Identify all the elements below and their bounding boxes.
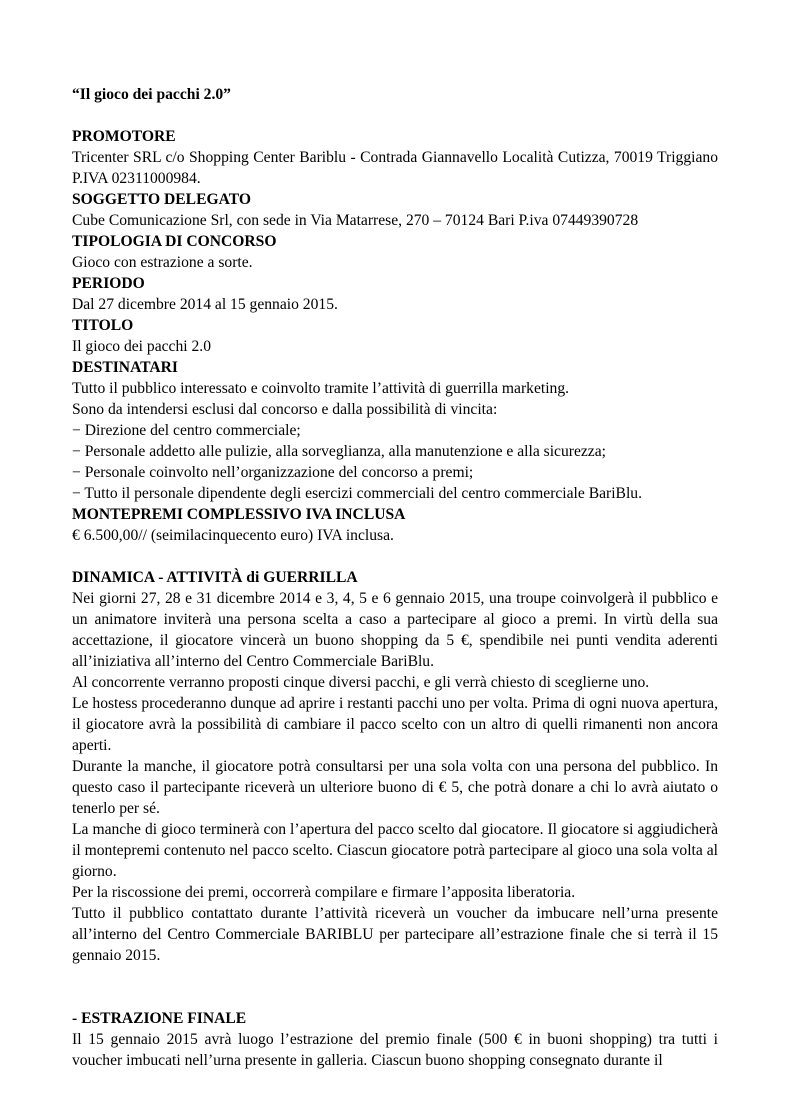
section-heading-tipologia: TIPOLOGIA DI CONCORSO (72, 233, 277, 250)
paragraph: Cube Comunicazione Srl, con sede in Via Matarrese, 270 – 70124 Bari P.iva 07449390728 (72, 212, 639, 229)
paragraph: La manche di gioco terminerà con l’apertura del pacco scelto dal giocatore. Il giocatore si aggiudicherà il montepremi contenuto nel pacco scelto. Ciascun giocatore potrà partecipare al gioco una sola volta al giorno. (72, 821, 718, 880)
paragraph: Sono da intendersi esclusi dal concorso e dalla possibilità di vincita: (72, 401, 498, 418)
spacer (72, 966, 718, 987)
paragraph: Il 15 gennaio 2015 avrà luogo l’estrazione del premio finale (500 € in buoni shopping) tra tutti i voucher imbucati nell’urna presente in galleria. Ciascun buono shopping consegnato durante il (72, 1031, 718, 1069)
list-item: − Personale addetto alle pulizie, alla sorveglianza, alla manutenzione e alla sicurezza; (72, 443, 606, 460)
spacer (72, 546, 718, 567)
spacer (72, 987, 718, 1008)
section-heading-promotore: PROMOTORE (72, 128, 176, 145)
paragraph: Tricenter SRL c/o Shopping Center Bariblu - Contrada Giannavello Località Cutizza, 70019 Triggiano P.IVA 02311000984. (72, 149, 718, 187)
list-item: − Tutto il personale dipendente degli esercizi commerciali del centro commerciale BariBlu. (72, 485, 642, 502)
section-heading-dinamica: DINAMICA - ATTIVITÀ di GUERRILLA (72, 569, 358, 586)
section-heading-soggetto-delegato: SOGGETTO DELEGATO (72, 191, 251, 208)
document-title: “Il gioco dei pacchi 2.0” (72, 86, 231, 103)
paragraph: Nei giorni 27, 28 e 31 dicembre 2014 e 3, 4, 5 e 6 gennaio 2015, una troupe coinvolgerà il pubblico e un animatore inviterà una persona scelta a caso a partecipare al gioco a premi. In virtù della sua accettazione, il giocatore vincerà un buono shopping da 5 €, spendibile nei punti vendita aderenti all’iniziativa all’interno del Centro Commerciale BariBlu. (72, 590, 718, 670)
list-item: − Direzione del centro commerciale; (72, 422, 301, 439)
paragraph: Il gioco dei pacchi 2.0 (72, 338, 211, 355)
paragraph: Al concorrente verranno proposti cinque diversi pacchi, e gli verrà chiesto di sceglierne uno. (72, 674, 650, 691)
paragraph: Gioco con estrazione a sorte. (72, 254, 253, 271)
section-heading-montepremi: MONTEPREMI COMPLESSIVO IVA INCLUSA (72, 506, 406, 523)
paragraph: Durante la manche, il giocatore potrà consultarsi per una sola volta con una persona del pubblico. In questo caso il partecipante riceverà un ulteriore buono di € 5, che potrà donare a chi lo avrà aiutato o tenerlo per sé. (72, 758, 718, 817)
list-item: − Personale coinvolto nell’organizzazione del concorso a premi; (72, 464, 474, 481)
paragraph: Le hostess procederanno dunque ad aprire i restanti pacchi uno per volta. Prima di ogni nuova apertura, il giocatore avrà la possibilità di cambiare il pacco scelto con un altro di quelli rimanenti non ancora aperti. (72, 695, 718, 754)
section-heading-destinatari: DESTINATARI (72, 359, 179, 376)
spacer (72, 105, 718, 126)
section-heading-titolo: TITOLO (72, 317, 134, 334)
paragraph: Dal 27 dicembre 2014 al 15 gennaio 2015. (72, 296, 338, 313)
section-heading-estrazione-finale: - ESTRAZIONE FINALE (72, 1010, 247, 1027)
paragraph: Per la riscossione dei premi, occorrerà compilare e firmare l’apposita liberatoria. (72, 884, 576, 901)
paragraph: Tutto il pubblico interessato e coinvolto tramite l’attività di guerrilla marketing. (72, 380, 570, 397)
section-heading-periodo: PERIODO (72, 275, 145, 292)
paragraph: € 6.500,00// (seimilacinquecento euro) IVA inclusa. (72, 527, 394, 544)
paragraph: Tutto il pubblico contattato durante l’attività riceverà un voucher da imbucare nell’urna presente all’interno del Centro Commerciale BARIBLU per partecipare all’estrazione finale che si terrà il 15 gennaio 2015. (72, 905, 718, 964)
